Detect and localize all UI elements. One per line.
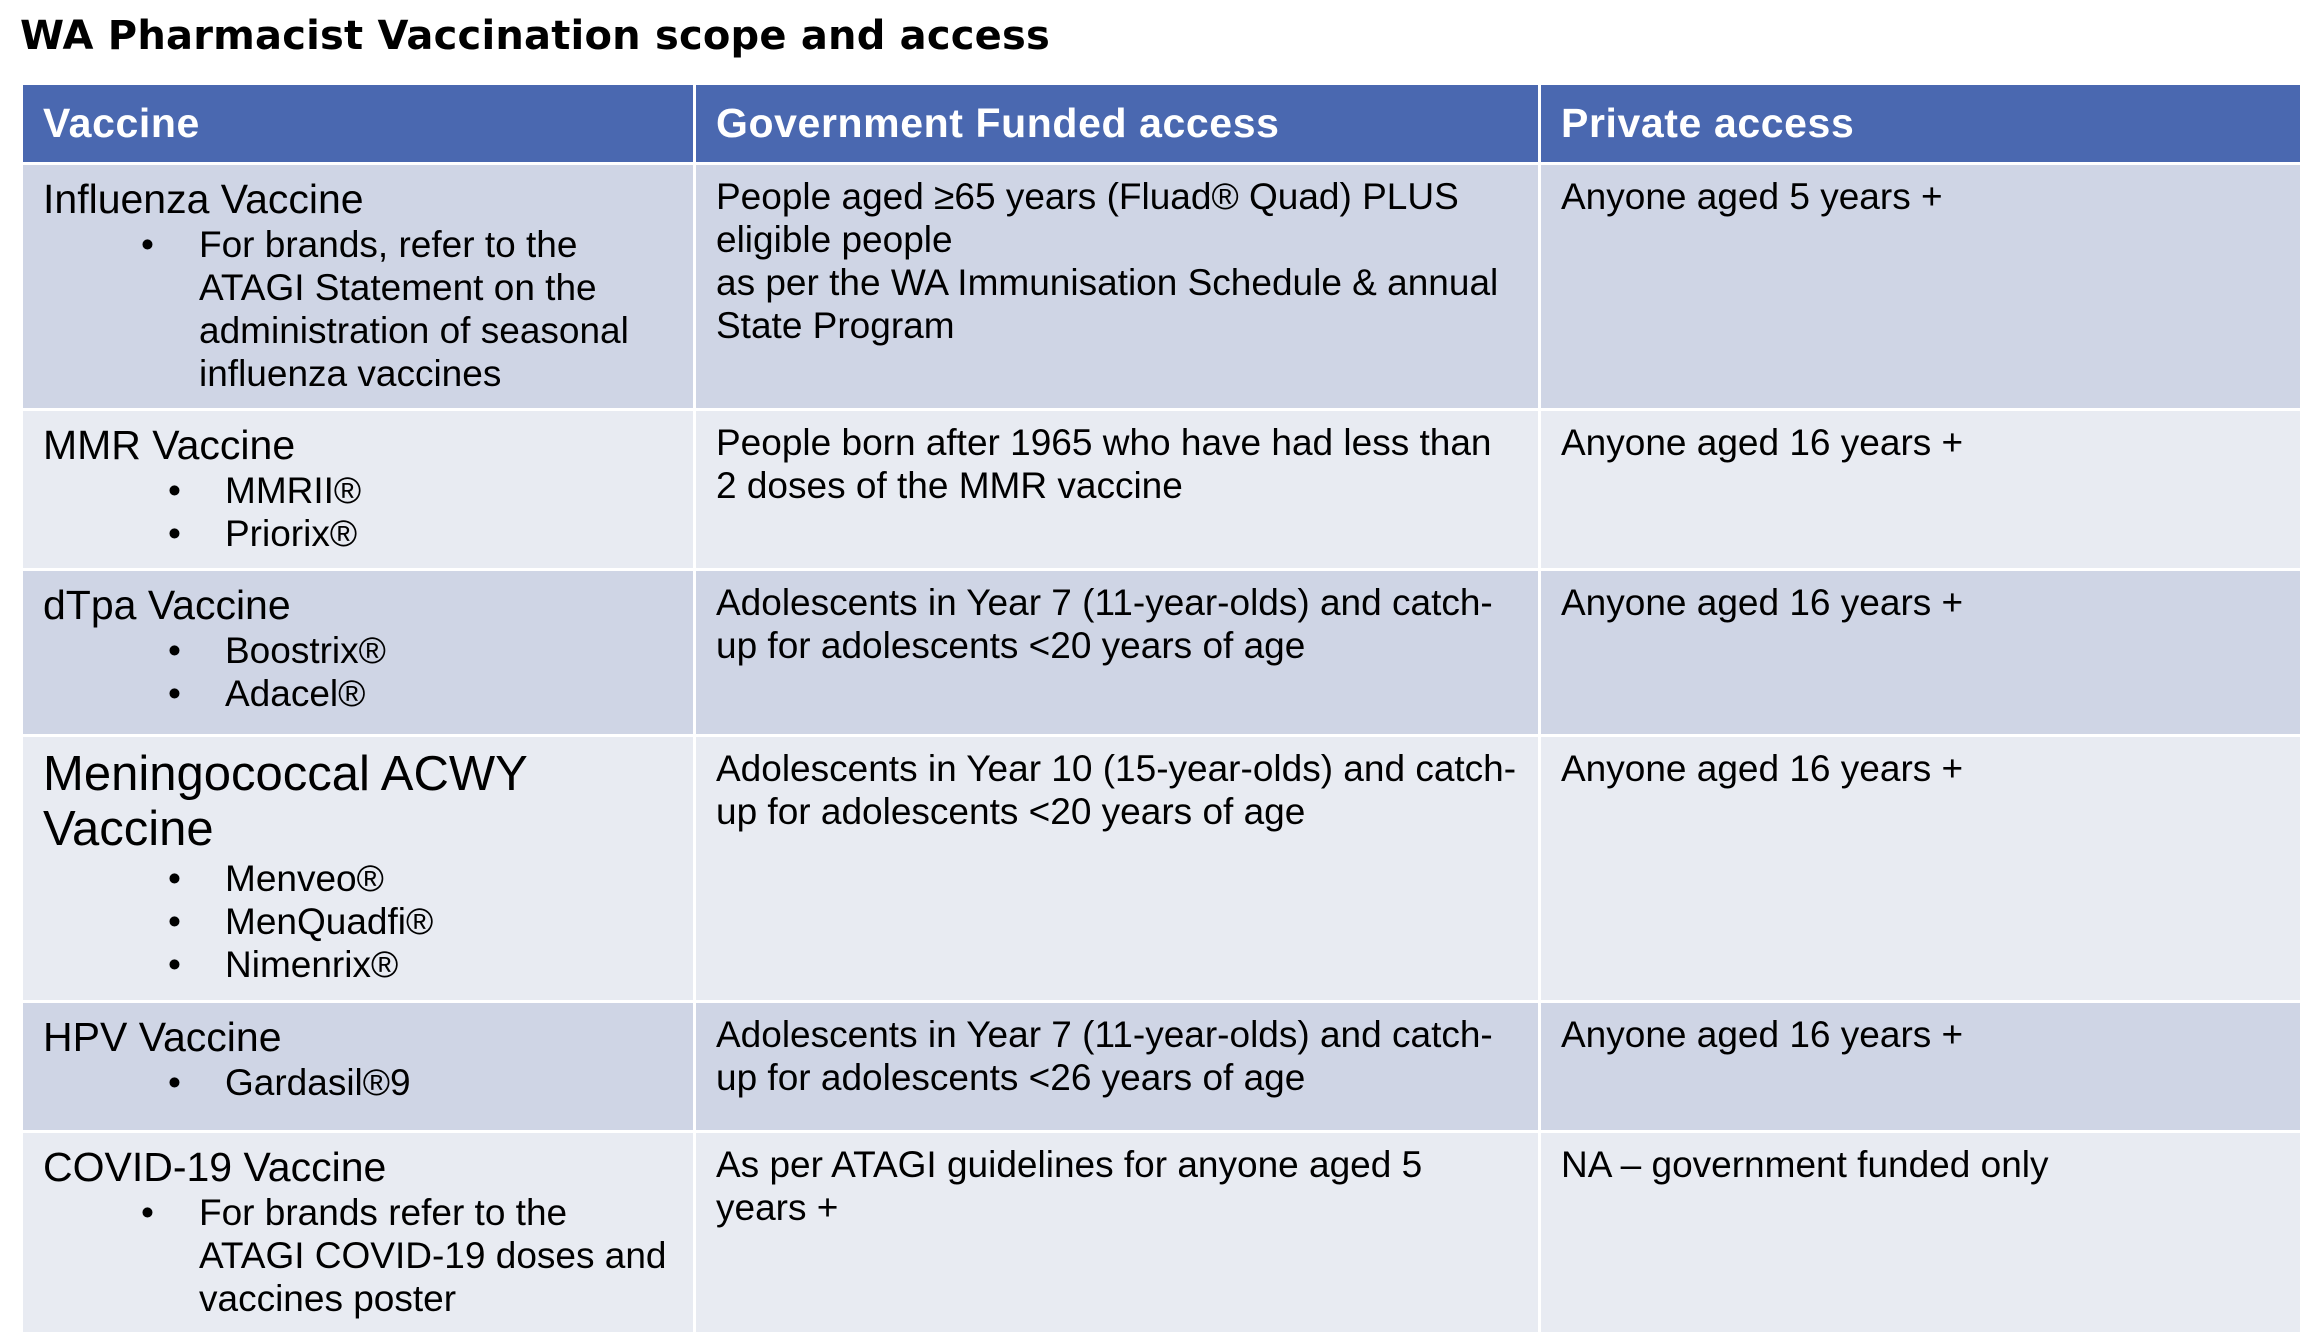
brand-item: • Nimenrix®: [168, 944, 399, 985]
bullet-icon: •: [168, 673, 181, 714]
government-access-text: as per the WA Immunisation Schedule & annual State Program: [716, 262, 1499, 346]
vaccine-name: MMR Vaccine: [43, 422, 296, 468]
vaccine-cell: [22, 1132, 695, 1334]
brand-item: • Boostrix®: [168, 630, 386, 671]
brand-list: [43, 1061, 673, 1104]
vaccine-cell: [22, 164, 695, 410]
vaccine-cell: [22, 1002, 695, 1132]
vaccine-cell: [22, 570, 695, 736]
government-access-cell: Adolescents in Year 7 (11-year-olds) and catch-up for adolescents <20 years of age: [695, 570, 1540, 736]
brand-list: [43, 1191, 673, 1320]
brand-item: • MMRII®: [168, 470, 362, 511]
bullet-icon: •: [168, 944, 181, 985]
government-access-cell: As per ATAGI guidelines for anyone aged 5 years +: [695, 1132, 1540, 1334]
brand-item: • MenQuadfi®: [168, 901, 434, 942]
bullet-icon: •: [168, 901, 181, 942]
private-access-cell: Anyone aged 16 years +: [1540, 570, 2302, 736]
brand-item: • Gardasil®9: [168, 1062, 411, 1103]
bullet-icon: •: [168, 1062, 181, 1103]
government-access-cell: [695, 164, 1540, 410]
brand-item: • Adacel®: [168, 673, 366, 714]
private-access-cell: Anyone aged 16 years +: [1540, 1002, 2302, 1132]
brand-list: [43, 629, 673, 715]
header-vaccine: Vaccine: [22, 84, 695, 164]
brand-list: [43, 469, 673, 555]
vaccine-cell: [22, 736, 695, 1002]
header-government-funded: Government Funded access: [695, 84, 1540, 164]
private-access-cell: Anyone aged 5 years +: [1540, 164, 2302, 410]
vaccine-name: Meningococcal ACWY Vaccine: [43, 747, 527, 856]
page-title: WA Pharmacist Vaccination scope and access: [20, 13, 1051, 59]
government-access-cell: People born after 1965 who have had less than 2 doses of the MMR vaccine: [695, 410, 1540, 570]
bullet-icon: •: [141, 1192, 154, 1233]
table-row: [22, 736, 2302, 1002]
vaccine-name: Influenza Vaccine: [43, 176, 364, 222]
bullet-icon: •: [141, 224, 154, 265]
bullet-icon: •: [168, 513, 181, 554]
bullet-icon: •: [168, 858, 181, 899]
private-access-cell: NA – government funded only: [1540, 1132, 2302, 1334]
brand-item: • Menveo®: [168, 858, 384, 899]
vaccination-table: [20, 82, 2303, 1335]
bullet-icon: •: [168, 470, 181, 511]
table-row: [22, 570, 2302, 736]
table-header-row: [22, 84, 2302, 164]
brand-list: [43, 857, 673, 986]
table-row: [22, 164, 2302, 410]
brand-item: • Priorix®: [168, 513, 358, 554]
bullet-icon: •: [168, 630, 181, 671]
brand-item: • For brands, refer to the ATAGI Statement on the administration of seasonal influenza vaccines: [141, 224, 629, 394]
table-row: [22, 1002, 2302, 1132]
vaccine-name: dTpa Vaccine: [43, 582, 291, 628]
brand-item: • For brands refer to the ATAGI COVID-19 doses and vaccines poster: [141, 1192, 667, 1319]
government-access-cell: Adolescents in Year 7 (11-year-olds) and catch-up for adolescents <26 years of age: [695, 1002, 1540, 1132]
government-access-cell: Adolescents in Year 10 (15-year-olds) and catch-up for adolescents <20 years of age: [695, 736, 1540, 1002]
private-access-cell: Anyone aged 16 years +: [1540, 410, 2302, 570]
header-private-access: Private access: [1540, 84, 2302, 164]
table-row: [22, 1132, 2302, 1334]
vaccine-cell: [22, 410, 695, 570]
table-row: [22, 410, 2302, 570]
vaccine-name: COVID-19 Vaccine: [43, 1144, 387, 1190]
vaccine-name: HPV Vaccine: [43, 1014, 282, 1060]
government-access-text: People aged ≥65 years (Fluad® Quad) PLUS eligible people: [716, 176, 1459, 260]
brand-list: [43, 223, 673, 395]
private-access-cell: Anyone aged 16 years +: [1540, 736, 2302, 1002]
